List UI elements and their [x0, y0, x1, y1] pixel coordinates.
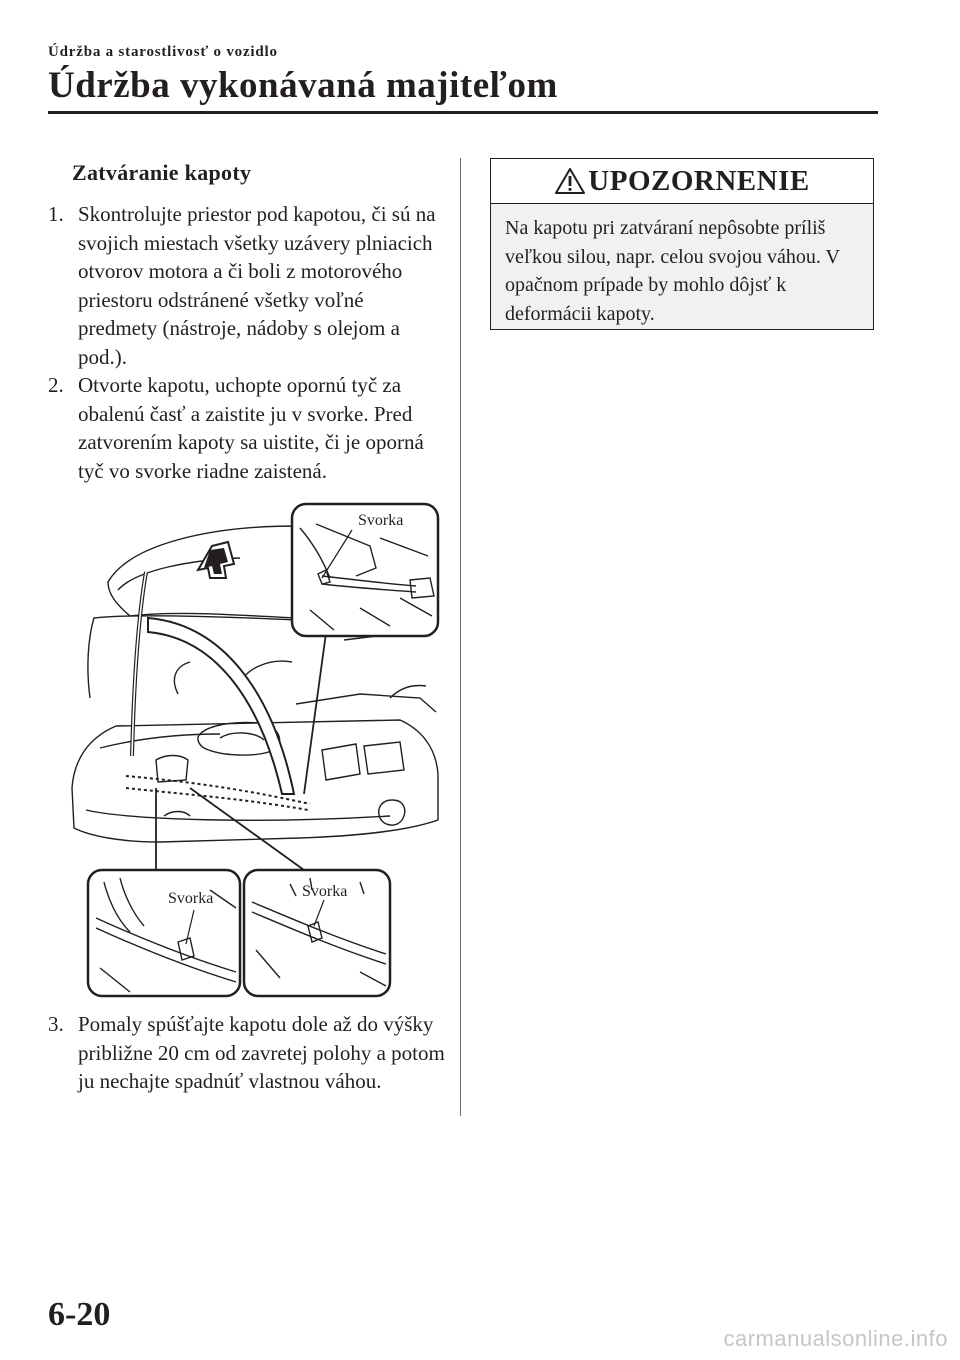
callout-bottom-right-label: Svorka — [302, 883, 348, 900]
watermark: carmanualsonline.info — [723, 1326, 948, 1351]
callout-bottom-left — [88, 870, 240, 996]
page-number: 6-20 — [48, 1296, 111, 1333]
step-number: 3. — [48, 1012, 64, 1036]
direction-arrow — [148, 618, 294, 794]
steps-list — [48, 200, 448, 485]
step-item — [48, 371, 448, 485]
step-number: 2. — [48, 373, 64, 397]
steps-list — [48, 1010, 448, 1096]
callout-bottom-left-label: Svorka — [168, 890, 214, 907]
callout-bottom-right — [244, 870, 390, 996]
step-text: Otvorte kapotu, uchopte opornú tyč za obalenú časť a zaistite ju v svorke. Pred zatvorením kapoty sa uistite, či je oporná tyč vo svorke riadne zaistená. — [78, 373, 424, 483]
callout-top — [292, 504, 438, 636]
caution-header — [491, 159, 873, 204]
step-text: Pomaly spúšťajte kapotu dole až do výšky približne 20 cm od zavretej polohy a potom ju nechajte spadnúť vlastnou váhou. — [78, 1012, 445, 1093]
hood-prop-rod-illustration — [60, 498, 450, 998]
header-rule — [48, 111, 878, 114]
step-number: 1. — [48, 202, 64, 226]
caution-box — [490, 158, 874, 330]
caution-text: Na kapotu pri zatváraní nepôsobte príliš veľkou silou, napr. celou svojou váhou. V opačnom prípade by mohlo dôjsť k deformácii kapoty. — [505, 217, 840, 325]
step-item — [48, 200, 448, 371]
hood-prop-rod — [132, 572, 146, 756]
callout-top-label: Svorka — [358, 512, 404, 529]
step-text: Skontrolujte priestor pod kapotou, či sú na svojich miestach všetky uzávery plniacich otvorov motora a či boli z motorového priestoru odstránené všetky voľné predmety (nástroje, nádoby s olejom a pod.). — [78, 202, 436, 369]
step-item — [48, 1010, 448, 1096]
warning-triangle-icon — [554, 166, 586, 196]
chapter-title: Údržba vykonávaná majiteľom — [48, 65, 558, 106]
column-divider — [460, 158, 461, 1116]
section-label: Údržba a starostlivosť o vozidlo — [48, 44, 278, 60]
subheading: Zatváranie kapoty — [72, 160, 252, 185]
caution-title: UPOZORNENIE — [588, 164, 810, 197]
